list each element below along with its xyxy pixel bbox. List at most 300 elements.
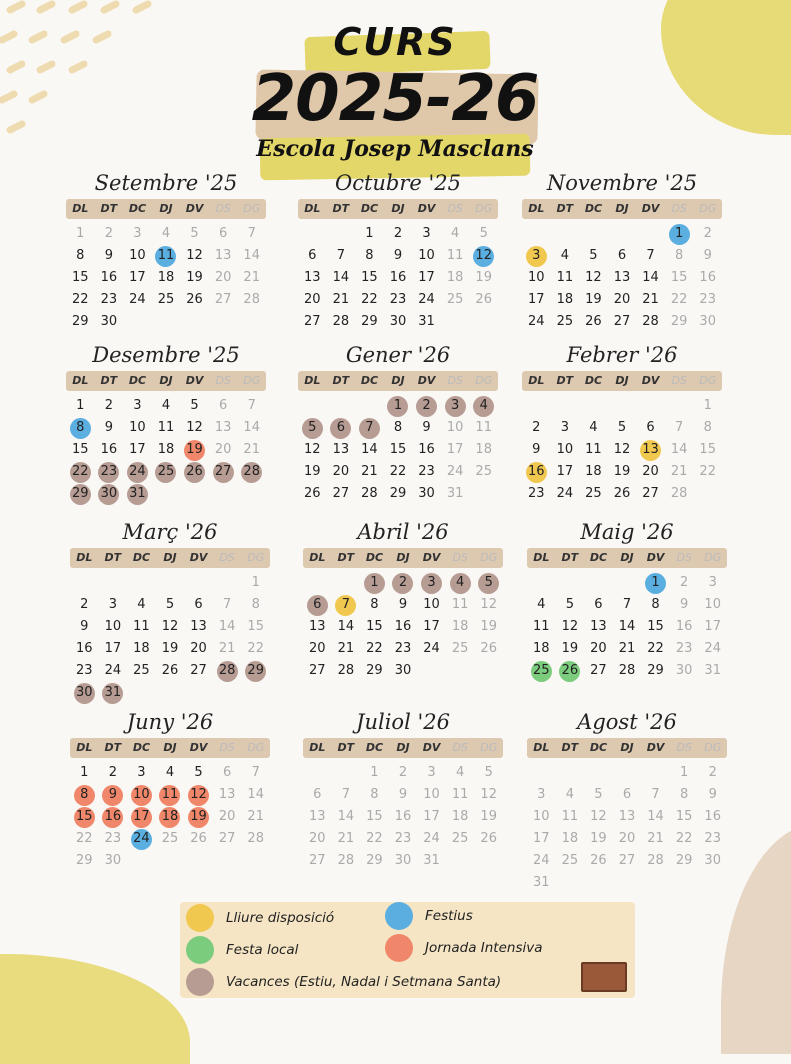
day-cell: 27 <box>304 314 321 329</box>
day-cell: 28 <box>337 663 355 678</box>
day-cell: 2 <box>80 597 89 612</box>
day-cell: 9 <box>708 787 717 802</box>
weekday-header <box>70 738 270 758</box>
day-cell: 9 <box>398 597 408 612</box>
day-cell: 14 <box>332 270 350 285</box>
day-cell: 8 <box>251 597 260 612</box>
weekday-label: DS <box>215 202 231 215</box>
day-cell: 22 <box>247 641 264 656</box>
day-empty <box>613 572 642 594</box>
weekday-label: DV <box>422 551 441 564</box>
day-cell: 7 <box>622 597 632 612</box>
day-cell: 12 <box>304 442 321 457</box>
weekday-label: DV <box>646 551 665 564</box>
weekday-header <box>303 548 503 568</box>
day-cell: 12 <box>480 787 497 802</box>
day-cell: 13 <box>190 619 207 634</box>
weekday-label: DG <box>704 551 722 564</box>
day-cell: 25 <box>161 831 179 846</box>
day-cell: 3 <box>537 787 546 802</box>
day-cell: 26 <box>613 486 631 501</box>
day-cell: 12 <box>186 420 203 435</box>
day-cell: 19 <box>585 292 602 307</box>
day-cell: 9 <box>679 597 689 612</box>
month-1 <box>66 168 266 333</box>
day-cell: 15 <box>72 442 89 457</box>
day-cell: 7 <box>674 420 684 435</box>
day-cell: 15 <box>366 619 383 634</box>
school-name: Escola Josep Masclans <box>256 136 534 162</box>
day-cell: 3 <box>441 395 470 417</box>
day-cell: 29 <box>366 663 383 678</box>
weekday-header <box>70 548 270 568</box>
day-empty <box>579 395 608 417</box>
weekday-label: DL <box>309 741 326 754</box>
page-header <box>250 14 540 179</box>
day-empty <box>327 223 356 245</box>
day-cell: 9 <box>80 619 89 634</box>
day-cell: 27 <box>309 853 326 868</box>
day-cell: 30 <box>95 483 124 505</box>
month-title: Novembre '25 <box>546 171 698 195</box>
day-cell: 1 <box>76 398 85 413</box>
day-cell: 16 <box>704 809 721 824</box>
day-cell: 10 <box>127 784 156 806</box>
weekday-label: DL <box>304 202 321 215</box>
day-cell: 8 <box>76 248 85 263</box>
day-cell: 12 <box>184 784 213 806</box>
day-cell: 8 <box>703 420 712 435</box>
day-cell: 26 <box>556 660 585 682</box>
day-cell: 25 <box>585 486 602 501</box>
day-empty <box>613 762 642 784</box>
day-cell: 20 <box>309 831 326 846</box>
day-cell: 1 <box>665 223 694 245</box>
day-cell: 14 <box>337 619 355 634</box>
day-cell: 1 <box>384 395 413 417</box>
day-cell: 14 <box>618 619 636 634</box>
day-cell: 22 <box>389 464 407 479</box>
day-cell: 10 <box>129 420 146 435</box>
day-cell: 22 <box>675 831 693 846</box>
month-title: Juny '26 <box>126 710 214 734</box>
day-cell: 16 <box>100 442 118 457</box>
weekday-header <box>298 371 498 391</box>
day-cell: 18 <box>533 641 550 656</box>
day-cell: 24 <box>123 461 152 483</box>
weekday-label: DC <box>589 741 608 754</box>
day-cell: 18 <box>133 641 150 656</box>
month-title: Agost '26 <box>577 710 677 734</box>
day-cell: 12 <box>590 809 607 824</box>
day-empty <box>636 223 665 245</box>
day-cell: 4 <box>165 765 175 780</box>
day-cell: 20 <box>309 641 326 656</box>
day-cell: 18 <box>585 464 602 479</box>
day-cell: 23 <box>394 641 412 656</box>
day-cell: 25 <box>133 663 150 678</box>
day-cell: 31 <box>704 663 721 678</box>
day-cell: 7 <box>646 248 655 263</box>
day-cell: 24 <box>127 828 156 850</box>
day-cell: 17 <box>533 831 550 846</box>
weekday-header <box>66 199 266 219</box>
day-grid <box>303 762 503 872</box>
day-grid <box>298 395 498 505</box>
day-cell: 23 <box>675 641 693 656</box>
day-cell: 19 <box>304 464 321 479</box>
day-cell: 29 <box>72 314 89 329</box>
day-cell: 14 <box>243 248 260 263</box>
day-cell: 10 <box>104 619 122 634</box>
day-cell: 4 <box>137 597 146 612</box>
legend-dot-mauve <box>186 968 214 996</box>
day-cell: 6 <box>646 420 655 435</box>
day-cell: 2 <box>389 572 418 594</box>
day-cell: 16 <box>522 461 551 483</box>
day-cell: 19 <box>475 270 492 285</box>
day-cell: 29 <box>675 853 693 868</box>
day-cell: 5 <box>194 765 203 780</box>
day-cell: 29 <box>366 853 383 868</box>
day-cell: 30 <box>699 314 716 329</box>
month-title: Abril '26 <box>357 520 449 544</box>
day-cell: 13 <box>590 619 607 634</box>
day-cell: 11 <box>133 619 150 634</box>
day-cell: 11 <box>585 442 602 457</box>
day-cell: 24 <box>423 641 440 656</box>
day-cell: 3 <box>108 597 117 612</box>
day-cell: 2 <box>104 226 113 241</box>
day-cell: 26 <box>585 314 602 329</box>
day-cell: 15 <box>247 619 264 634</box>
weekday-label: DT <box>561 741 579 754</box>
weekday-label: DL <box>309 551 326 564</box>
day-cell: 1 <box>679 765 689 780</box>
weekday-label: DV <box>422 741 441 754</box>
weekday-label: DJ <box>396 741 410 754</box>
day-empty <box>608 223 637 245</box>
decor-blob-bottom-right <box>721 824 791 1054</box>
day-cell: 5 <box>165 597 175 612</box>
day-cell: 30 <box>70 682 99 704</box>
day-empty <box>332 762 361 784</box>
day-cell: 30 <box>394 853 412 868</box>
legend-item-vacances <box>186 968 501 996</box>
day-cell: 4 <box>469 395 498 417</box>
weekday-label: DJ <box>391 374 405 387</box>
weekday-label: DT <box>332 374 350 387</box>
day-cell: 15 <box>670 270 688 285</box>
day-cell: 7 <box>247 398 256 413</box>
day-cell: 27 <box>618 853 636 868</box>
day-cell: 5 <box>617 420 627 435</box>
weekday-header <box>66 371 266 391</box>
day-cell: 8 <box>393 420 403 435</box>
day-cell: 1 <box>703 398 712 413</box>
day-cell: 21 <box>243 442 260 457</box>
day-cell: 12 <box>480 597 497 612</box>
weekday-label: DC <box>365 551 384 564</box>
day-cell: 28 <box>647 853 664 868</box>
day-cell: 20 <box>218 809 236 824</box>
day-empty <box>579 223 608 245</box>
legend-label: Festa local <box>226 942 299 958</box>
day-cell: 27 <box>590 663 607 678</box>
day-cell: 17 <box>423 619 440 634</box>
day-empty <box>527 762 556 784</box>
day-cell: 26 <box>304 486 321 501</box>
month-4 <box>66 340 266 505</box>
day-cell: 11 <box>451 597 469 612</box>
day-cell: 26 <box>186 292 203 307</box>
day-cell: 19 <box>613 464 631 479</box>
day-cell: 3 <box>133 226 142 241</box>
day-cell: 6 <box>222 765 232 780</box>
day-cell: 7 <box>355 417 384 439</box>
day-cell: 29 <box>389 486 407 501</box>
month-title: Octubre '25 <box>334 171 462 195</box>
day-cell: 10 <box>704 597 721 612</box>
day-cell: 11 <box>475 420 492 435</box>
day-empty <box>641 762 670 784</box>
day-cell: 21 <box>642 292 659 307</box>
day-cell: 22 <box>699 464 716 479</box>
day-cell: 2 <box>679 575 689 590</box>
weekday-label: DS <box>447 202 463 215</box>
day-cell: 30 <box>418 486 435 501</box>
day-cell: 22 <box>66 461 95 483</box>
month-8 <box>303 517 503 682</box>
day-cell: 25 <box>446 292 464 307</box>
day-cell: 25 <box>561 853 579 868</box>
day-cell: 6 <box>327 417 356 439</box>
day-cell: 21 <box>337 641 355 656</box>
day-cell: 3 <box>133 398 142 413</box>
day-cell: 16 <box>100 270 118 285</box>
legend-dot-green <box>186 936 214 964</box>
day-cell: 30 <box>100 314 118 329</box>
day-cell: 1 <box>360 572 389 594</box>
day-cell: 17 <box>129 442 146 457</box>
decor-blob-top-right <box>661 0 791 135</box>
weekday-label: DG <box>480 741 498 754</box>
day-cell: 4 <box>446 572 475 594</box>
weekday-label: DT <box>556 374 574 387</box>
day-cell: 28 <box>337 853 355 868</box>
day-cell: 17 <box>556 464 574 479</box>
day-cell: 7 <box>651 787 660 802</box>
weekday-label: DL <box>528 202 545 215</box>
day-cell: 25 <box>451 831 469 846</box>
day-cell: 5 <box>565 597 574 612</box>
weekday-label: DC <box>584 202 603 215</box>
day-empty <box>522 223 551 245</box>
day-cell: 6 <box>218 226 228 241</box>
day-cell: 9 <box>532 442 541 457</box>
day-cell: 6 <box>303 594 332 616</box>
day-cell: 31 <box>418 314 435 329</box>
day-cell: 2 <box>398 765 408 780</box>
weekday-label: DV <box>185 202 204 215</box>
school-logo <box>581 962 627 992</box>
day-cell: 11 <box>561 809 579 824</box>
day-empty <box>355 395 384 417</box>
day-cell: 19 <box>480 809 497 824</box>
day-cell: 11 <box>446 248 464 263</box>
weekday-header <box>527 738 727 758</box>
weekday-label: DT <box>337 551 355 564</box>
day-cell: 6 <box>594 597 603 612</box>
day-cell: 23 <box>104 831 122 846</box>
day-cell: 22 <box>366 641 383 656</box>
day-cell: 4 <box>565 787 574 802</box>
day-cell: 24 <box>423 831 440 846</box>
day-cell: 21 <box>332 292 350 307</box>
day-cell: 17 <box>418 270 435 285</box>
day-cell: 21 <box>361 464 378 479</box>
weekday-label: DS <box>452 551 468 564</box>
weekday-label: DJ <box>615 202 629 215</box>
weekday-label: DT <box>100 374 118 387</box>
weekday-label: DJ <box>163 551 177 564</box>
day-cell: 31 <box>533 875 550 890</box>
weekday-label: DG <box>699 202 717 215</box>
weekday-label: DS <box>676 741 692 754</box>
day-cell: 18 <box>451 619 469 634</box>
title-curs: CURS <box>333 20 457 64</box>
day-cell: 8 <box>651 597 660 612</box>
day-cell: 24 <box>418 292 435 307</box>
day-cell: 15 <box>389 442 407 457</box>
day-cell: 14 <box>337 809 355 824</box>
day-cell: 26 <box>190 831 207 846</box>
day-cell: 28 <box>332 314 350 329</box>
day-cell: 28 <box>237 461 266 483</box>
day-cell: 24 <box>446 464 464 479</box>
day-cell: 1 <box>80 765 89 780</box>
day-cell: 29 <box>66 483 95 505</box>
day-cell: 17 <box>129 270 146 285</box>
day-cell: 22 <box>670 292 688 307</box>
day-cell: 18 <box>475 442 492 457</box>
day-cell: 25 <box>475 464 492 479</box>
day-cell: 13 <box>309 809 326 824</box>
day-empty <box>636 395 665 417</box>
day-empty <box>527 572 556 594</box>
weekday-label: DV <box>417 374 436 387</box>
day-cell: 2 <box>104 398 113 413</box>
weekday-label: DG <box>704 741 722 754</box>
weekday-label: DL <box>533 741 550 754</box>
day-cell: 16 <box>394 619 412 634</box>
weekday-label: DL <box>528 374 545 387</box>
day-empty <box>184 572 213 594</box>
day-cell: 20 <box>332 464 350 479</box>
day-cell: 29 <box>361 314 378 329</box>
day-cell: 18 <box>157 442 175 457</box>
day-grid <box>527 762 727 894</box>
weekday-header <box>522 371 722 391</box>
weekday-label: DV <box>646 741 665 754</box>
day-cell: 18 <box>446 270 464 285</box>
day-cell: 20 <box>190 641 207 656</box>
legend-label: Lliure disposició <box>226 910 335 926</box>
day-cell: 17 <box>446 442 464 457</box>
day-cell: 8 <box>674 248 684 263</box>
day-cell: 26 <box>590 853 607 868</box>
weekday-label: DC <box>132 551 151 564</box>
day-cell: 14 <box>247 787 264 802</box>
day-cell: 21 <box>337 831 355 846</box>
day-cell: 30 <box>104 853 122 868</box>
day-cell: 10 <box>418 248 435 263</box>
day-cell: 5 <box>190 398 199 413</box>
day-cell: 14 <box>670 442 688 457</box>
day-cell: 28 <box>243 292 260 307</box>
day-cell: 14 <box>361 442 378 457</box>
day-cell: 30 <box>675 663 693 678</box>
month-title: Maig '26 <box>580 520 674 544</box>
day-cell: 5 <box>474 572 503 594</box>
day-cell: 21 <box>243 270 260 285</box>
day-cell: 14 <box>243 420 260 435</box>
day-cell: 20 <box>613 292 631 307</box>
day-cell: 30 <box>389 314 407 329</box>
day-cell: 30 <box>394 663 412 678</box>
day-cell: 24 <box>129 292 146 307</box>
day-cell: 7 <box>251 765 260 780</box>
day-cell: 17 <box>528 292 545 307</box>
day-cell: 27 <box>190 663 207 678</box>
day-empty <box>70 572 99 594</box>
day-cell: 24 <box>704 641 721 656</box>
day-cell: 25 <box>157 292 175 307</box>
month-title: Desembre '25 <box>92 343 240 367</box>
day-cell: 29 <box>670 314 688 329</box>
day-cell: 1 <box>76 226 85 241</box>
day-cell: 28 <box>642 314 659 329</box>
day-empty <box>327 395 356 417</box>
weekday-label: DC <box>365 741 384 754</box>
legend-item-festius <box>385 902 473 930</box>
day-cell: 19 <box>184 806 213 828</box>
day-cell: 8 <box>679 787 689 802</box>
day-cell: 21 <box>647 831 664 846</box>
weekday-label: DS <box>219 551 235 564</box>
day-cell: 26 <box>480 831 497 846</box>
day-empty <box>298 395 327 417</box>
day-empty <box>127 572 156 594</box>
day-cell: 16 <box>418 442 435 457</box>
day-cell: 13 <box>309 619 326 634</box>
day-empty <box>522 395 551 417</box>
day-cell: 8 <box>370 787 379 802</box>
weekday-label: DJ <box>159 202 173 215</box>
day-cell: 10 <box>556 442 574 457</box>
month-12 <box>527 707 727 894</box>
day-cell: 2 <box>532 420 541 435</box>
day-empty <box>551 223 580 245</box>
day-cell: 10 <box>533 809 550 824</box>
month-11 <box>303 707 503 872</box>
weekday-label: DS <box>219 741 235 754</box>
weekday-header <box>298 199 498 219</box>
day-cell: 15 <box>699 442 716 457</box>
day-cell: 26 <box>180 461 209 483</box>
day-cell: 7 <box>247 226 256 241</box>
weekday-label: DJ <box>620 741 634 754</box>
